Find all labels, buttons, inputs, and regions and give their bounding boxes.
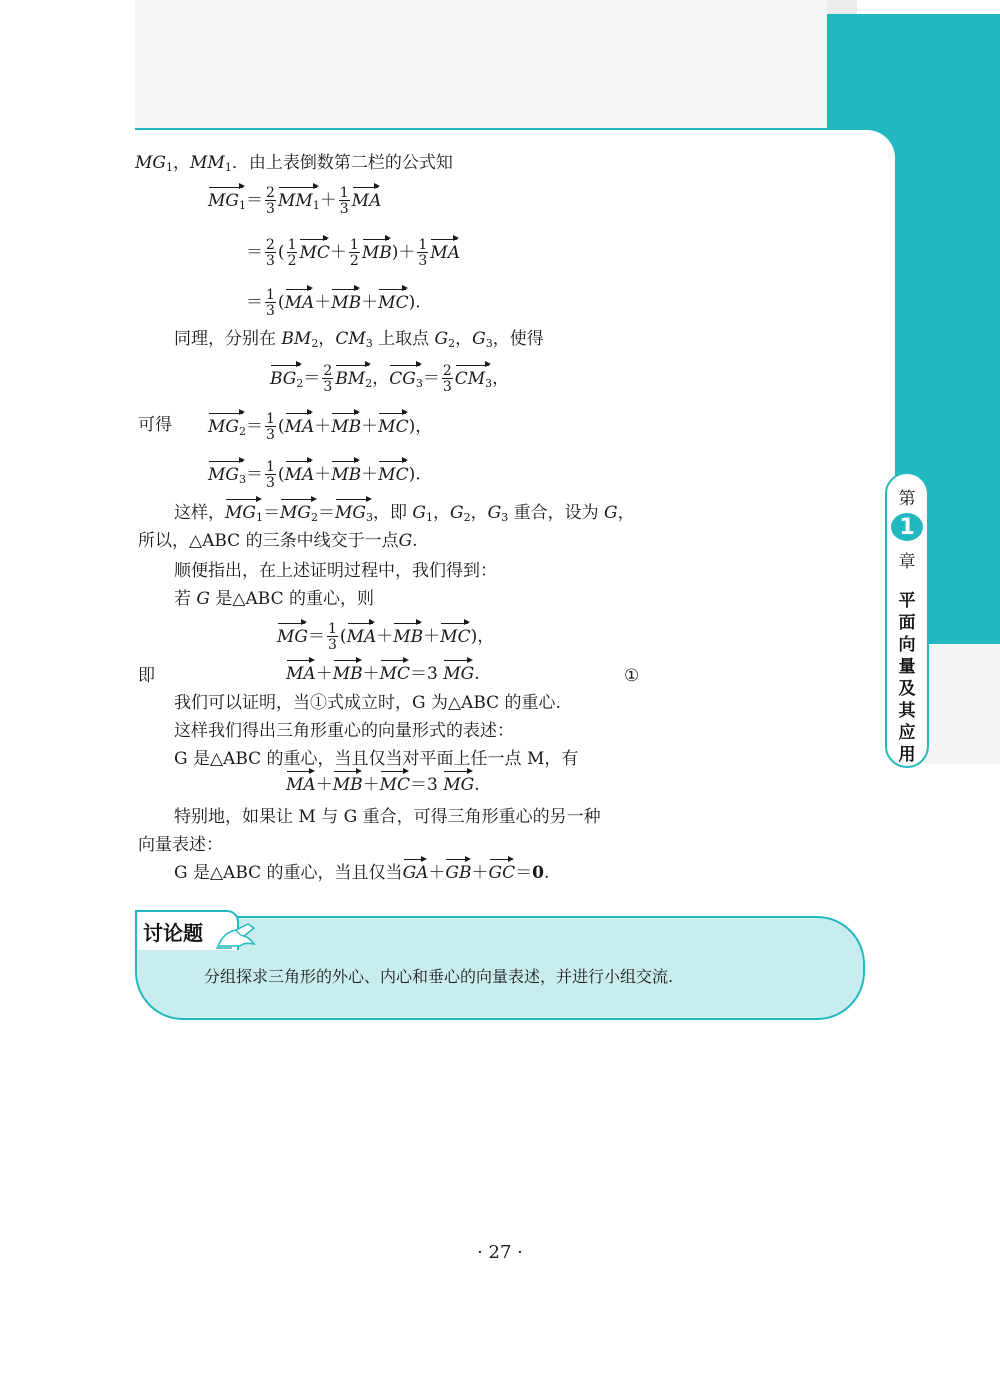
equation-mg3: $MG_3=$ $\frac{1}{3}$ (MA＋MB＋MC). [208,459,421,491]
header-rule [135,128,895,130]
chapter-number-badge: 1 [891,513,923,541]
text-line-medians: 所以，△ABC 的三条中线交于一点G. [138,531,418,551]
equation-number: ① [624,666,640,686]
equation-1: MA＋MB＋MC＝3 MG. [286,664,480,684]
text-line-prove: 我们可以证明，当①式成立时，G 为△ABC 的重心. [174,693,561,713]
equation-mg1: $MG_1=$ $\frac{2}{3}$ $MM_1+$ $\frac{1}{3}$ MA [208,185,382,217]
text-line-final: G 是△ABC 的重心，当且仅当GA＋GB＋GC＝0. [174,863,550,883]
pencil-hand-icon [214,920,260,950]
text-line-incidentally: 顺便指出，在上述证明过程中，我们得到： [174,561,497,581]
chapter-tab [885,472,929,768]
text-line-special: 特别地，如果让 M 与 G 重合，可得三角形重心的另一种 [174,807,601,827]
equation-mg2: $MG_2=$ $\frac{1}{3}$ (MA＋MB＋MC)， [208,411,433,443]
discussion-label: 讨论题 [135,910,239,950]
page-number: · 27 · [477,1242,523,1263]
equation-bg2-cg3: $BG_2=$ $\frac{2}{3}$ $BM_2$，$CG_3=$ $\frac{2}{3}$ $CM_3$， [270,363,510,395]
equation-mg1-step3: ＝ $\frac{1}{3}$ (MA＋MB＋MC). [246,287,421,319]
text-ji: 即 [138,666,155,686]
chapter-prefix: 第 [898,489,916,509]
text-line-coincide: 这样，$MG_1=MG_2=MG_3$，即 $G_1$，$G_2$，$G_3$ 重合，设为 G， [174,502,635,529]
chapter-title: 平 面 向 量 及 其 应 用 [898,591,916,765]
discussion-content: 分组探求三角形的外心、内心和垂心的向量表述，并进行小组交流. [204,967,674,986]
text-line-iff: G 是△ABC 的重心，当且仅当对平面上任一点 M，有 [174,749,579,769]
page-corner [810,130,895,770]
equation-2: MA＋MB＋MC＝3 MG. [286,775,480,795]
header-band [135,0,827,128]
text-line-if-centroid: 若 G 是△ABC 的重心，则 [174,589,374,609]
text-line-vector-expr: 向量表述： [138,835,223,855]
text-line-1: $MG_1$，$MM_1$．由上表倒数第二栏的公式知 [135,153,453,174]
text-line-expression: 这样我们得出三角形重心的向量形式的表述： [174,721,514,741]
text-line-similarly: 同理，分别在 $BM_2$，$CM_3$ 上取点 $G_2$，$G_3$，使得 [174,329,544,350]
equation-mg1-step2: ＝ $\frac{2}{3}$ ( $\frac{1}{2}$ MC＋ $\frac{1}{2}$ MB)＋ $\frac{1}{3}$ MA [246,237,460,269]
text-ke-de: 可得 [138,415,172,435]
chapter-suffix: 章 [898,552,916,572]
equation-mg: MG＝ $\frac{1}{3}$ (MA＋MB＋MC)， [277,621,495,653]
